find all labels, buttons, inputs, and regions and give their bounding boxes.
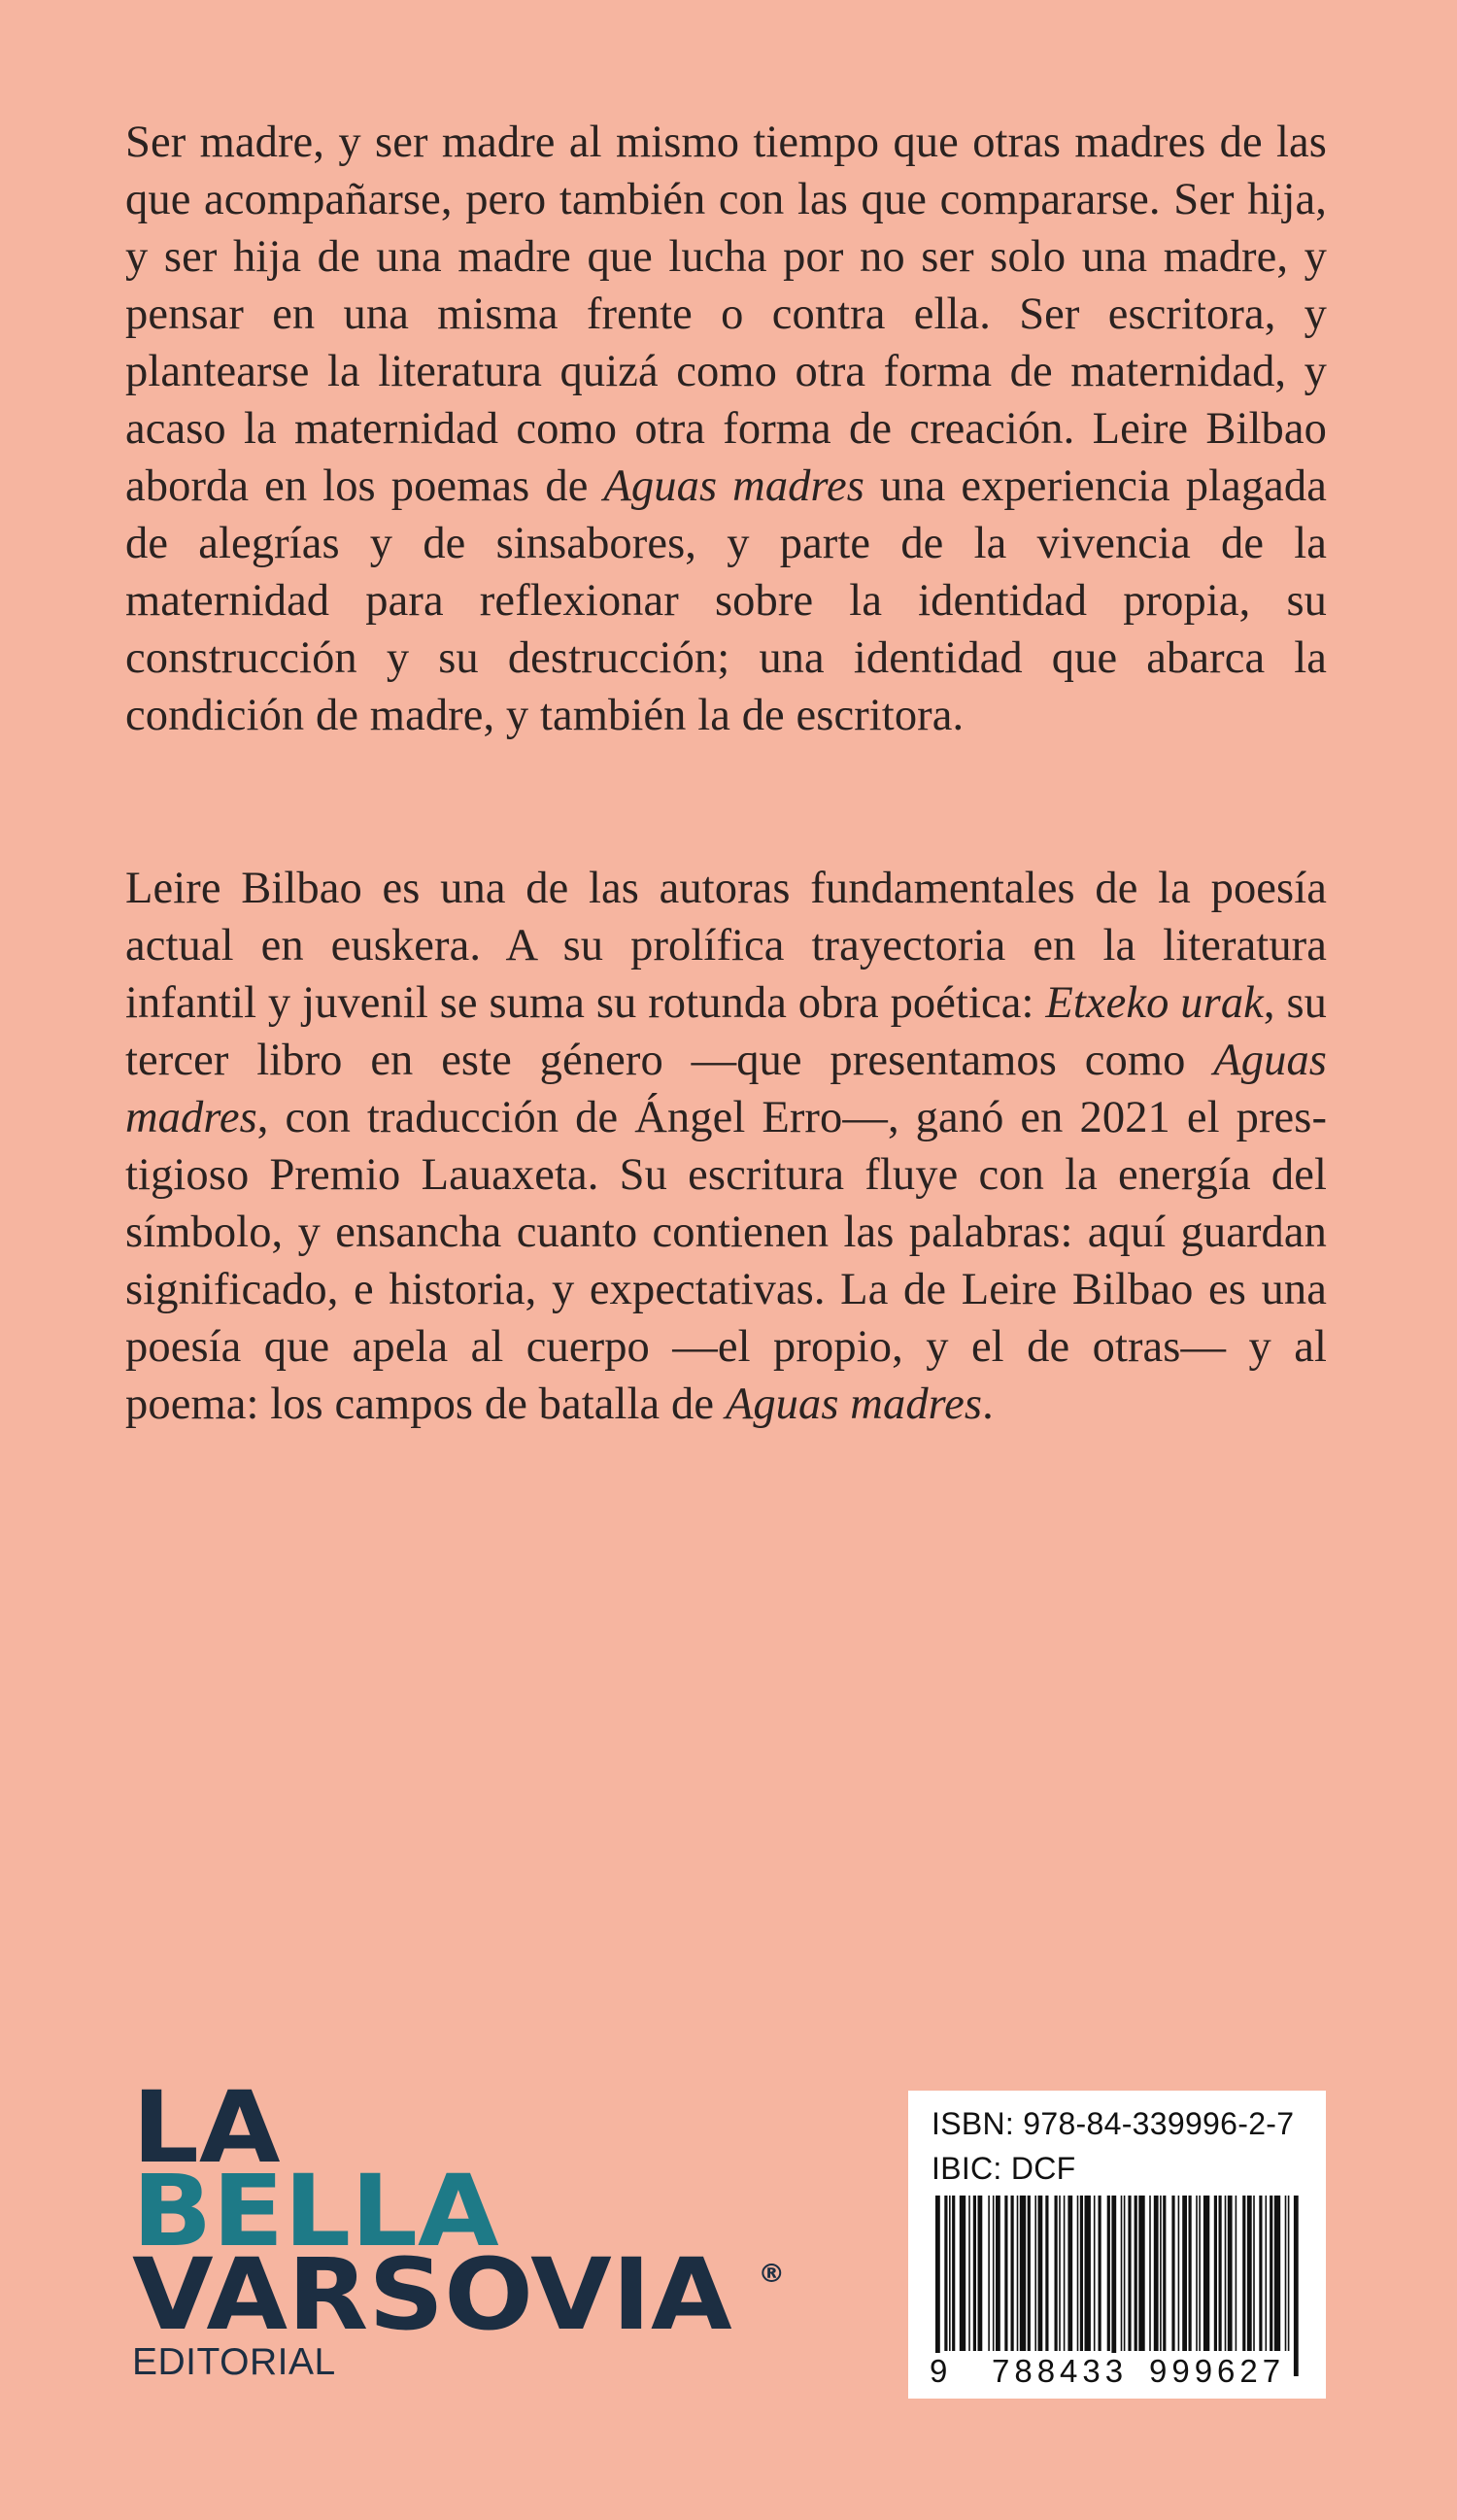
barcode-bar xyxy=(1214,2196,1217,2351)
barcode-bar xyxy=(1199,2196,1201,2351)
barcode-bar xyxy=(1094,2196,1096,2351)
logo-line-la: LA xyxy=(132,2070,281,2186)
barcode-digits-right: 999627 xyxy=(1149,2353,1286,2389)
barcode-bar xyxy=(978,2196,983,2351)
barcode-bar xyxy=(1270,2196,1272,2351)
barcode-bar xyxy=(1111,2196,1116,2376)
barcode-bar xyxy=(1266,2196,1268,2351)
barcode-bar xyxy=(949,2196,951,2351)
barcode-bar xyxy=(944,2196,947,2351)
logo-varsovia-text: VARSOVIA xyxy=(132,2237,732,2353)
barcode-bar xyxy=(1028,2196,1031,2351)
registered-mark-icon: ® xyxy=(758,2260,786,2289)
barcode-bar xyxy=(1259,2196,1262,2351)
barcode-bar xyxy=(1285,2196,1287,2351)
barcode-bar xyxy=(1099,2196,1101,2351)
blurb-text-segment: Leire Bilbao es una de las autoras fundamentales de la poesía actual en euskera. A su prolífica trayectoria en la literatura infantil y juvenil se suma su rotunda obra poética: xyxy=(125,864,1327,1028)
blurb-text-segment: , con traducción de Ángel Erro—, ganó en 2021 el prestigioso Premio Lauaxeta. Su escritura fluye con la energía del símbolo, y ensancha cuanto contienen las palabras: aquí guardan significado, e historia, y expectativas. La de Leire Bilbao es una poesía que apela al cuerpo —el propio, y el de otras— y al poema: los campos de batalla de xyxy=(125,1093,1327,1429)
barcode-bar xyxy=(1064,2196,1066,2351)
barcode-bar xyxy=(1247,2196,1252,2351)
barcode-bar xyxy=(988,2196,990,2351)
barcode-bar xyxy=(1080,2196,1083,2351)
barcode-bar xyxy=(1004,2196,1007,2351)
isbn-number: ISBN: 978-84-339996-2-7 xyxy=(932,2106,1295,2141)
barcode-bar xyxy=(1242,2196,1245,2351)
barcode-bar xyxy=(1171,2196,1174,2351)
barcode-bar xyxy=(1038,2196,1043,2351)
barcode-bar xyxy=(1196,2196,1198,2351)
barcode-bar xyxy=(1274,2196,1280,2351)
barcode-bar xyxy=(1034,2196,1036,2351)
barcode-bar xyxy=(1020,2196,1026,2351)
barcode-bar xyxy=(1059,2196,1061,2351)
barcode-bar xyxy=(1135,2196,1137,2351)
barcode-bar xyxy=(1121,2196,1123,2351)
barcode-bar xyxy=(1178,2196,1180,2351)
book-title-italic: Aguas madres xyxy=(725,1379,983,1429)
barcode-bar xyxy=(1154,2196,1159,2351)
barcode-bar xyxy=(1067,2196,1072,2351)
publisher-logo xyxy=(132,2070,786,2384)
barcode-bar xyxy=(1225,2196,1227,2351)
barcode-bar xyxy=(935,2196,940,2376)
barcode-bar xyxy=(1124,2196,1126,2351)
logo-editorial-label: EDITORIAL xyxy=(132,2341,336,2383)
barcode-bar xyxy=(1203,2196,1209,2351)
book-title-italic: Aguas madres xyxy=(125,1036,1327,1142)
barcode-bar xyxy=(1189,2196,1192,2351)
barcode-bar xyxy=(1163,2196,1166,2351)
logo-line-varsovia xyxy=(132,2237,786,2353)
barcode-bar xyxy=(1219,2196,1222,2351)
book-title-italic: Etxeko urak xyxy=(1045,978,1264,1028)
blurb-text-segment: . xyxy=(982,1379,994,1429)
barcode-bar xyxy=(1011,2196,1014,2351)
blurb-text-segment: Ser madre, y ser madre al mismo tiempo que otras madres de las que acompañarse, pero también con las que compararse. Ser hija, y ser hija de una madre que lucha por no ser solo una madre, y pensar en una misma frente o contra ella. Ser escritora, y plantearse la literatura quizá como otra forma de maternidad, y acaso la maternidad como otra forma de creación. Leire Bilbao aborda en los poemas de xyxy=(125,118,1327,511)
barcode-bar xyxy=(1228,2196,1233,2351)
barcode-bar xyxy=(968,2196,970,2351)
barcode-bar xyxy=(1182,2196,1187,2351)
barcode-bar xyxy=(993,2196,995,2351)
book-title-italic: Aguas madres xyxy=(603,461,864,511)
barcode-bar xyxy=(960,2196,966,2351)
barcode-digits-left: 788433 xyxy=(992,2353,1129,2389)
barcode-digit-first: 9 xyxy=(930,2353,948,2389)
blurb-paragraph-1 xyxy=(125,114,1327,744)
barcode-bar xyxy=(973,2196,976,2351)
barcode-bar xyxy=(1138,2196,1144,2351)
barcode-bar xyxy=(1236,2196,1237,2351)
blurb-text-segment: una experiencia plagada de alegrías y de sinsabores, y parte de la vivencia de la maternidad para reflexionar sobre la identidad propia, su construcción y su destrucción; una identidad que abarca la condición de madre, y también la de escritora. xyxy=(125,461,1327,740)
barcode-bar xyxy=(1055,2196,1058,2351)
isbn-barcode-box xyxy=(908,2091,1326,2399)
logo-line-bella: BELLA xyxy=(132,2154,499,2269)
barcode-bar xyxy=(1149,2196,1151,2351)
barcode-bar xyxy=(1253,2196,1255,2351)
barcode-bar xyxy=(1107,2196,1110,2351)
barcode-digits xyxy=(928,2353,1306,2392)
blurb-text-segment: , su tercer libro en este género —que presentamos como xyxy=(125,978,1328,1085)
ibic-code: IBIC: DCF xyxy=(932,2151,1076,2186)
barcode-bar xyxy=(1077,2196,1079,2351)
barcode-bar xyxy=(996,2196,1000,2351)
barcode-bar xyxy=(1017,2196,1019,2351)
barcode-bar xyxy=(1160,2196,1162,2351)
barcode-bar xyxy=(1045,2196,1048,2351)
barcode-bar xyxy=(1085,2196,1091,2351)
barcode-bar xyxy=(1294,2196,1299,2376)
barcode-bar xyxy=(1128,2196,1131,2351)
blurb-paragraph-2 xyxy=(125,860,1327,1433)
barcode-bar xyxy=(952,2196,955,2351)
barcode-bar xyxy=(1288,2196,1290,2351)
